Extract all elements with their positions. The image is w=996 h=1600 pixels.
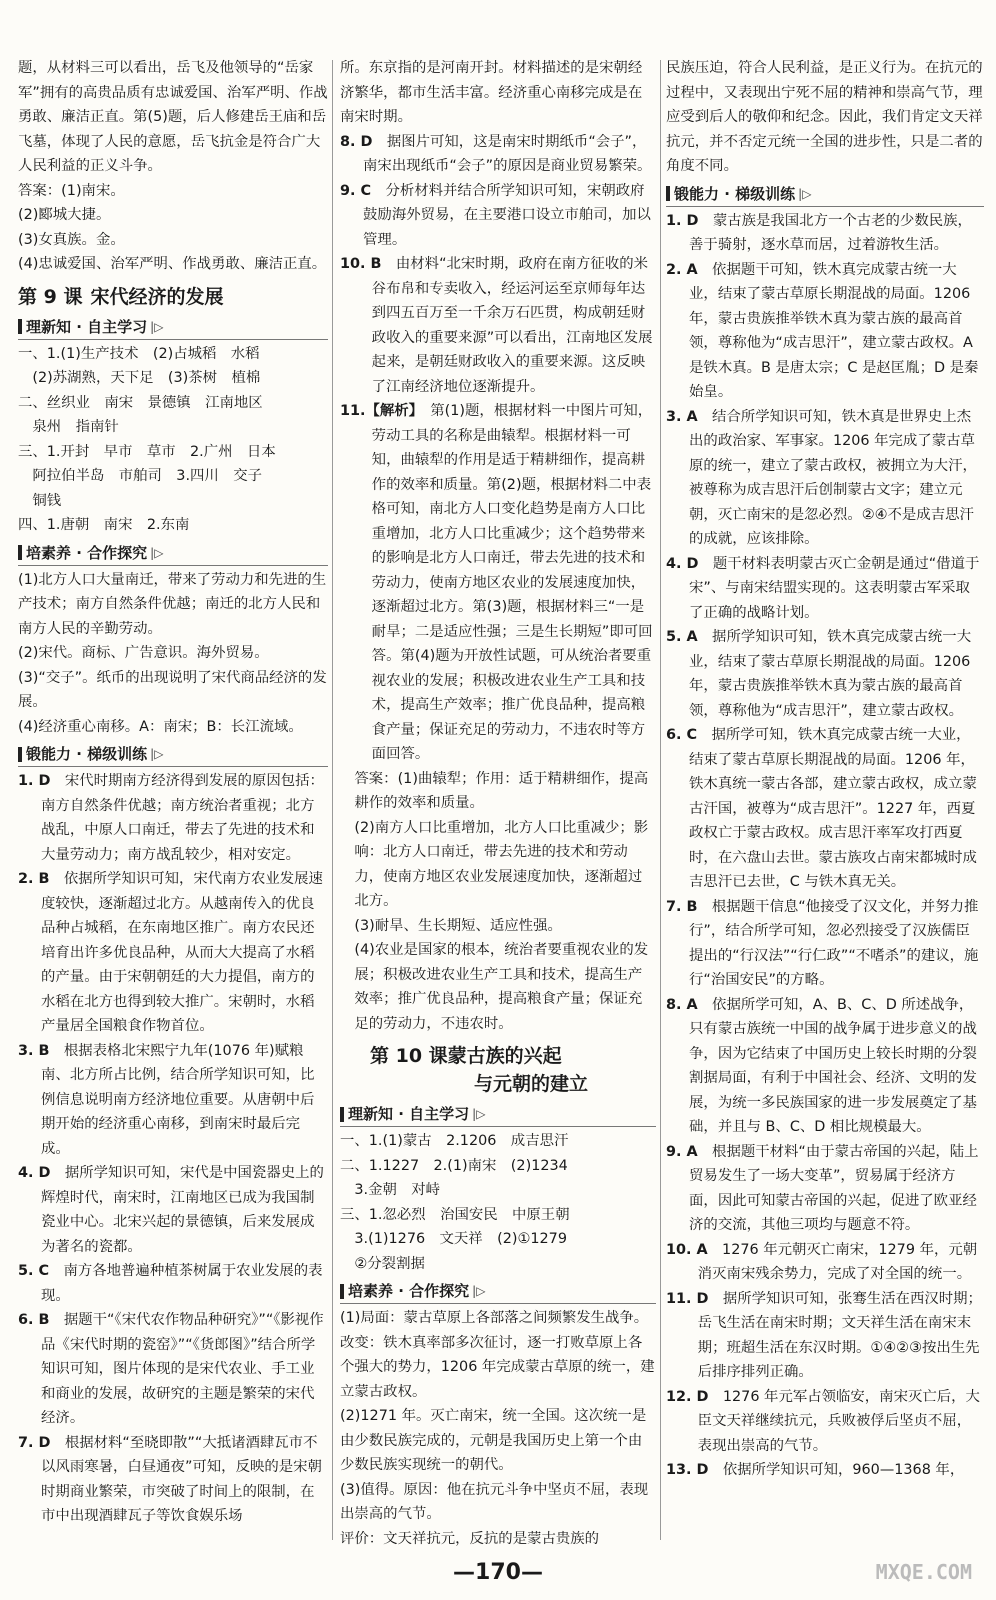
- section-title: 理新知 · 自主学习: [26, 317, 148, 336]
- answer-text: 1276 年元朝灭亡南宋，1279 年，元朝消灭南宋残余势力，完成了对全国的统一。: [697, 1241, 978, 1282]
- answer-item: [18, 769, 328, 867]
- text-line: 3.(1)1276 文天祥 (2)①1279: [354, 1231, 567, 1247]
- text-line: 二、1.1227 2.(1)南宋 (2)1234: [340, 1157, 568, 1174]
- answer-number: 5. C: [18, 1263, 50, 1279]
- answer-number: 10. A: [666, 1241, 708, 1258]
- answer-item: [666, 723, 984, 895]
- answer-item: [18, 1039, 328, 1162]
- text-line: 民族压迫，符合人民利益，是正义行为。在抗元的过程中，又表现出宁死不屈的精神和崇高气节，理应受到后人的敬仰和纪念。因此，我们肯定文天祥抗元，并不否定元统一全国的进步性，只是二者的角度不同。: [666, 60, 983, 174]
- answer-item: [666, 209, 984, 258]
- text-line: ②分裂割据: [354, 1255, 425, 1272]
- answer-item: [666, 1140, 984, 1238]
- lesson-name-line2: 与元朝的建立: [474, 1073, 589, 1095]
- answer-number: 7. D: [18, 1434, 51, 1451]
- answer-item: [666, 1287, 984, 1385]
- section-bar-icon: [340, 1284, 344, 1299]
- chevron-right-icon: |▷: [472, 1107, 486, 1121]
- answer-item: [18, 867, 328, 1039]
- column-right: [666, 56, 984, 1483]
- answer-number: 8. A: [666, 996, 698, 1013]
- section-title: 培素养 · 合作探究: [26, 543, 148, 562]
- answer-number: 1. D: [18, 773, 51, 789]
- answer-number: 2. B: [18, 871, 50, 887]
- answer-text: 结合所学知识可知，铁木真是世界史上杰出的政治家、军事家。1206 年完成了蒙古草原的统一，建立了蒙古政权，被拥立为大汗，被尊称为成吉思汗后创制蒙古文字；建立元朝，灭亡南宋的是忽必烈。②④不是成吉思汗的成就，应该排除。: [689, 408, 977, 547]
- section-title: 理新知 · 自主学习: [348, 1105, 470, 1123]
- answer-item: [666, 552, 984, 626]
- text-line: 答案：(1)南宋。: [18, 182, 125, 199]
- answer-text: 宋代时期南方经济得到发展的原因包括：南方自然条件优越；南方统治者重视；北方战乱，中原人口南迁，带去了先进的技术和大量劳动力；南方战乱较少，相对安定。: [41, 773, 324, 863]
- answer-number: 11. D: [666, 1290, 709, 1307]
- answer-number: 8. D: [340, 133, 373, 150]
- page-number: —170—: [453, 1560, 543, 1585]
- chevron-right-icon: |▷: [150, 319, 164, 334]
- section-bar-icon: [666, 186, 670, 201]
- section-title: 培素养 · 合作探究: [348, 1282, 470, 1300]
- answer-text: 由材料“北宋时期，政府在南方征收的米谷布帛和专卖收入，经运河运至京师每年达到四五百万至一千余万石匹贯，构成朝廷财政收入的重要来源”可以看出，江南地区发展起来，是朝廷财政收入的重要来源。这反映了江南经济地位逐渐提升。: [371, 256, 653, 395]
- answer-text: 据所学知识可知，宋代是中国瓷器史上的辉煌时代，南宋时，江南地区已成为我国制瓷业中心。北宋兴起的景德镇，后来发展成为著名的瓷都。: [41, 1165, 324, 1255]
- answer-text: 根据表格北宋熙宁九年(1076 年)赋粮南、北方所占比例，结合所学知识可知，比例信息说明南方经济地位重要。从唐朝中后期开始的经济重心南移，到南宋时最后完成。: [41, 1042, 315, 1157]
- answer-text: 据图片可知，这是南宋时期纸币“会子”，南宋出现纸币“会子”的原因是商业贸易繁荣。: [363, 133, 652, 174]
- section-heading: [666, 182, 984, 207]
- text-line: (1)局面：蒙古草原上各部落之间频繁发生战争。: [340, 1310, 649, 1326]
- answer-item: [666, 1458, 984, 1483]
- answer-item: [18, 1431, 328, 1529]
- section-heading: [18, 315, 328, 340]
- section-title: 锻能力 · 梯级训练: [26, 745, 148, 763]
- lesson-name: 宋代经济的发展: [90, 285, 224, 308]
- text-line: (3)值得。原因：他在抗元斗争中坚贞不屈，表现出崇高的气节。: [340, 1481, 649, 1522]
- text-line: (1)北方人口大量南迁，带来了劳动力和先进的生产技术；南方自然条件优越；南迁的北方人民和南方人民的辛勤劳动。: [18, 571, 327, 637]
- answer-number: 9. A: [666, 1143, 698, 1160]
- text-line: (2)郾城大捷。: [18, 207, 111, 223]
- answer-number: 12. D: [666, 1388, 709, 1405]
- answer-text: 1276 年元军占领临安，南宋灭亡后，大臣文天祥继续抗元，兵败被俘后坚贞不屈，表现出崇高的气节。: [697, 1388, 980, 1454]
- column-middle: [340, 56, 656, 1551]
- text-line: (2)南方人口比重增加，北方人口比重减少；影响：北方人口南迁，带去先进的技术和劳动力，使南方地区农业发展速度加快，逐渐超过北方。: [354, 819, 649, 909]
- text-line: 改变：铁木真率部多次征讨，逐一打败草原上各个强大的势力，1206 年完成蒙古草原的统一，建立蒙古政权。: [340, 1334, 655, 1400]
- answer-item: [666, 1238, 984, 1287]
- answer-number: 3. B: [18, 1042, 50, 1059]
- answer-text: 蒙古族是我国北方一个古老的少数民族，善于骑射，逐水草而居，过着游牧生活。: [689, 212, 972, 253]
- answer-text: 根据材料“至晓即散”“大抵诸酒肆瓦市不以风雨寒暑，白昼通夜”可知，反映的是宋朝时期商业繁荣，市突破了时间上的限制，在市中出现酒肆瓦子等饮食娱乐场: [41, 1434, 322, 1524]
- text-line: (2)1271 年。灭亡南宋，统一全国。这次统一是由少数民族完成的，元朝是我国历史上第一个由少数民族实现统一的朝代。: [340, 1408, 647, 1473]
- lesson-name: 蒙古族的兴起: [447, 1045, 562, 1067]
- text-line: (4)忠诚爱国、治军严明、作战勇敢、廉洁正直。: [18, 256, 327, 272]
- answer-item: [340, 130, 656, 179]
- chevron-right-icon: |▷: [150, 545, 164, 560]
- lesson-title: [18, 283, 328, 311]
- text-line: 题，从材料三可以看出，岳飞及他领导的“岳家军”拥有的高贵品质有忠诚爱国、治军严明、作战勇敢、廉洁正直。第(5)题，后人修建岳王庙和岳飞墓，体现了人民的意愿，岳飞抗金是符合广大人民利益的正义斗争。: [18, 60, 328, 174]
- answer-item: [340, 399, 656, 767]
- chevron-right-icon: |▷: [798, 186, 812, 201]
- text-line: (2)宋代。商标、广告意识。海外贸易。: [18, 645, 269, 661]
- answer-text: 根据题干信息“他接受了汉文化，并努力推行”，结合所学可知，忽必烈接受了汉族儒臣提出的“行汉法”“行仁政”“不嗜杀”的建议，施行“治国安民”的方略。: [689, 898, 979, 988]
- answer-item: [666, 993, 984, 1140]
- text-line: 二、丝织业 南宋 景德镇 江南地区: [18, 394, 263, 411]
- chevron-right-icon: |▷: [150, 747, 164, 761]
- section-title: 锻能力 · 梯级训练: [674, 184, 796, 203]
- answer-item: [18, 1161, 328, 1259]
- answer-number: 4. D: [666, 555, 699, 572]
- answer-number: 6. B: [18, 1312, 50, 1328]
- answer-number: 7. B: [666, 898, 698, 915]
- answer-text: 据题干“《宋代农作物品种研究》”“《影视作品《宋代时期的瓷窑》”“《货郎图》”结合所学知识可知，图片体现的是宋代农业、手工业和商业的发展，故研究的主题是繁荣的宋代经济。: [41, 1312, 324, 1426]
- lesson-number: 第 10 课: [370, 1045, 448, 1067]
- watermark-logo: MXQE.COM: [875, 1560, 972, 1584]
- answer-text: 依据所学可知，A、B、C、D 所述战争，只有蒙古族统一中国的战争属于进步意义的战争，因为它结束了中国历史上较长时期的分裂割据局面，有利于中国社会、经济、文明的发展，为统一多民族国家的进一步发展奠定了基础，并且与 B、C、D 相比规模最大。: [689, 996, 977, 1135]
- text-line: 所。东京指的是河南开封。材料描述的是宋朝经济繁华，都市生活丰富。经济重心南移完成是在南宋时期。: [340, 60, 643, 125]
- chevron-right-icon: |▷: [472, 1284, 486, 1298]
- text-line: 泉州 指南针: [32, 419, 119, 435]
- column-divider: [660, 60, 661, 1540]
- text-line: (4)经济重心南移。A：南宋；B：长江流域。: [18, 718, 303, 735]
- text-line: 四、1.唐朝 南宋 2.东南: [18, 517, 190, 533]
- text-line: (3)耐旱、生长期短、适应性强。: [354, 917, 562, 934]
- answer-number: 5. A: [666, 629, 698, 645]
- section-heading: [18, 742, 328, 767]
- text-line: 铜钱: [32, 492, 62, 509]
- lesson-number: 第 9 课: [18, 285, 83, 308]
- section-bar-icon: [18, 747, 22, 762]
- answer-text: 南方各地普遍种植茶树属于农业发展的表现。: [41, 1263, 323, 1304]
- answer-item: [666, 895, 984, 993]
- answer-number: 6. C: [666, 727, 698, 743]
- answer-number: 10. B: [340, 256, 382, 272]
- column-left: [18, 56, 328, 1529]
- answer-text: 据所学知识可知，张骞生活在西汉时期；岳飞生活在南宋时期；文天祥生活在南宋末期；班超生活在东汉时期。①④②③按出生先后排序排列正确。: [697, 1290, 982, 1380]
- answer-text: 题干材料表明蒙古灭亡金朝是通过“借道于宋”、与南宋结盟实现的。这表明蒙古军采取了正确的战略计划。: [689, 555, 980, 621]
- answer-number: 2. A: [666, 261, 698, 278]
- text-line: 3.金朝 对峙: [354, 1182, 441, 1198]
- answer-number: 9. C: [340, 182, 372, 199]
- text-line: 评价：文天祥抗元，反抗的是蒙古贵族的: [340, 1530, 600, 1547]
- column-divider: [332, 60, 333, 1540]
- answer-text: 根据题干材料“由于蒙古帝国的兴起，陆上贸易发生了一场大变革”，贸易属于经济方面，因此可知蒙古帝国的兴起，促进了欧亚经济的交流，其他三项均与题意不符。: [689, 1143, 979, 1233]
- section-heading: [340, 1279, 656, 1304]
- answer-text: 分析材料并结合所学知识可知，宋朝政府鼓励海外贸易，在主要港口设立市舶司，加以管理。: [363, 182, 651, 248]
- text-line: 三、1.开封 早市 草市 2.广州 日本: [18, 443, 276, 460]
- answer-item: [340, 252, 656, 399]
- answer-text: 依据题干可知，铁木真完成蒙古统一大业，结束了蒙古草原长期混战的局面。1206 年，蒙古贵族推举铁木真为蒙古族的最高首领，尊称他为“成吉思汗”，建立蒙古政权。A 是铁木真。B 是唐太宗；C 是赵匡胤；D 是秦始皇。: [689, 261, 979, 400]
- text-line: 一、1.(1)蒙古 2.1206 成吉思汗: [340, 1133, 569, 1149]
- text-line: (2)苏湖熟，天下足 (3)茶树 植棉: [32, 370, 261, 386]
- answer-item: [340, 179, 656, 253]
- text-line: 答案：(1)曲辕犁；作用：适于精耕细作，提高耕作的效率和质量。: [354, 770, 649, 811]
- answer-item: [666, 1385, 984, 1459]
- section-bar-icon: [340, 1107, 344, 1122]
- answer-item: [666, 405, 984, 552]
- lesson-title: [340, 1042, 656, 1098]
- text-line: 三、1.忽必烈 治国安民 中原王朝: [340, 1206, 570, 1223]
- text-line: (3)女真族。金。: [18, 231, 125, 248]
- answer-number: 3. A: [666, 408, 698, 425]
- answer-text: 据所学知识可知，铁木真完成蒙古统一大业，结束了蒙古草原长期混战的局面。1206 年，蒙古贵族推举铁木真为蒙古族的最高首领，尊称他为“成吉思汗”，建立蒙古政权。: [689, 629, 972, 719]
- section-heading: [340, 1102, 656, 1127]
- answer-number: 1. D: [666, 212, 699, 229]
- section-bar-icon: [18, 545, 22, 560]
- text-line: 一、1.(1)生产技术 (2)占城稻 水稻: [18, 345, 260, 362]
- section-heading: [18, 541, 328, 566]
- text-line: (3)“交子”。纸币的出现说明了宋代商品经济的发展。: [18, 669, 327, 710]
- answer-number: 4. D: [18, 1165, 51, 1181]
- answer-item: [18, 1259, 328, 1308]
- answer-item: [666, 625, 984, 723]
- answer-item: [18, 1308, 328, 1431]
- answer-number: 11.【解析】: [340, 403, 416, 419]
- answer-number: 13. D: [666, 1462, 709, 1478]
- section-bar-icon: [18, 319, 22, 334]
- answer-text: 依据所学知识可知，宋代南方农业发展速度较快，逐渐超过北方。从越南传入的优良品种占城稻，在东南地区推广。南方农民还培育出许多优良品种，从而大大提高了水稻的产量。由于宋朝朝廷的大力提倡，南方的水稻在北方也得到较大推广。宋朝时，水稻产量居全国粮食作物首位。: [41, 871, 323, 1034]
- answer-item: [666, 258, 984, 405]
- answer-text: 第(1)题，根据材料一中图片可知，劳动工具的名称是曲辕犁。根据材料一可知，曲辕犁的作用是适于精耕细作，提高耕作的效率和质量。第(2)题，根据材料二中表格可知，南北方人口变化趋势是南方人口比重增加，北方人口比重减少；这个趋势带来的影响是北方人口南迁，带去先进的技术和劳动力，使南方地区农业的发展速度加快，逐渐超过北方。第(3)题，根据材料三“一是耐旱；二是适应性强；三是生长期短”即可回答。第(4)题为开放性试题，可从统治者要重视农业的发展；积极改进农业生产工具和技术，提高生产效率；推广优良品种，提高粮食产量；保证充足的劳动力，不违农时等方面回答。: [371, 403, 653, 762]
- text-line: 阿拉伯半岛 市舶司 3.四川 交子: [32, 468, 262, 484]
- answer-text: 依据所学知识可知，960—1368 年，: [722, 1462, 965, 1478]
- text-line: (4)农业是国家的根本，统治者要重视农业的发展；积极改进农业生产工具和技术，提高生产效率；推广优良品种，提高粮食产量；保证充足的劳动力，不违农时。: [354, 942, 649, 1032]
- answer-text: 据所学可知，铁木真完成蒙古统一大业，结束了蒙古草原长期混战的局面。1206 年，铁木真统一蒙古各部，建立蒙古政权，成立蒙古汗国，被尊为“成吉思汗”。1227 年，西夏政权亡于蒙古政权。成吉思汗率军攻打西夏时，在六盘山去世。蒙古族攻占南宋都城时成吉思汗已去世，C 与铁木真无关。: [689, 727, 977, 890]
